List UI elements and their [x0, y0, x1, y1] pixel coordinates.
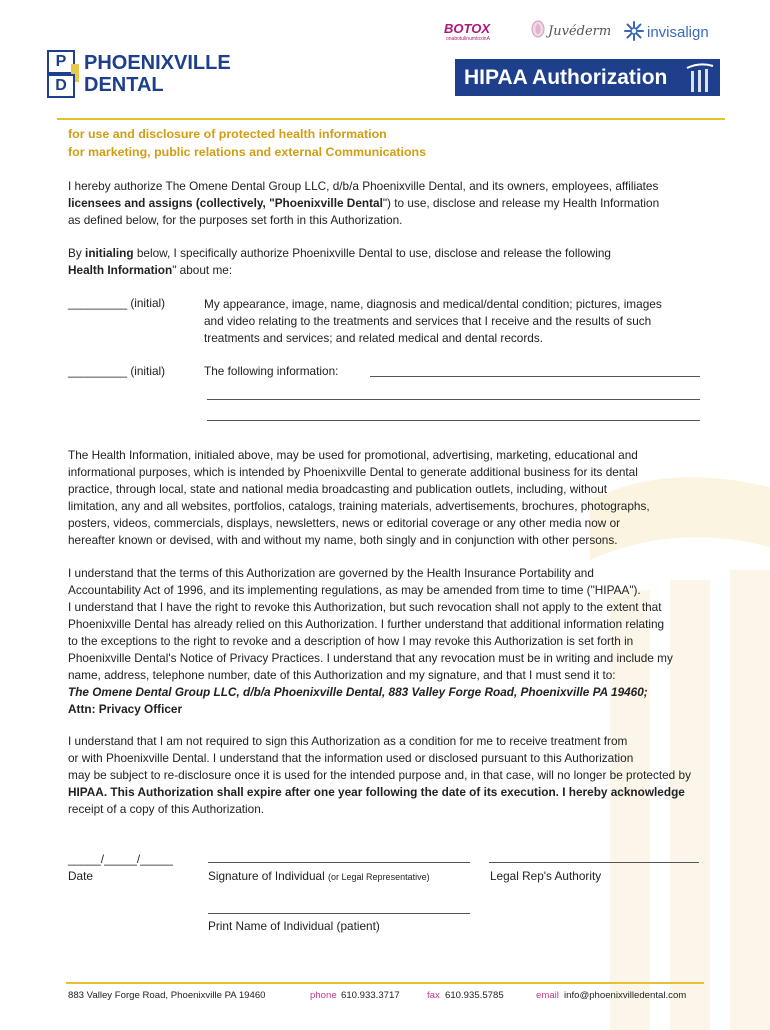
info-blank-line-2[interactable] — [207, 399, 700, 400]
usage-paragraph: The Health Information, initialed above, may be used for promotional, advertising, marketing, educational and informational purposes, which is intended by Phoenixville Dental to generate additional business for its dental practice, through local, state and national media broadcasting and publication outlets, including, without limitation, any and all websites, portfolios, catalogs, training materials, advertisements, brochures, photographs, posters, videos, commercials, displays, newsletters, news or editorial coverage or any other media now or hereafter known or devised, with and without my name, both singly and in conjunction with other persons. — [68, 448, 650, 547]
botox-logo: BOTOX — [444, 21, 490, 36]
date-label: Date — [68, 869, 93, 883]
info-blank-line-1[interactable] — [370, 376, 700, 377]
footer-email-label: email — [536, 990, 559, 1001]
juvederm-flower-icon — [530, 20, 546, 38]
logo-letter-p: P — [47, 50, 75, 74]
footer-email[interactable]: info@phoenixvilledental.com — [564, 990, 687, 1001]
footer-fax-label: fax — [427, 990, 440, 1001]
privacy-address: The Omene Dental Group LLC, d/b/a Phoenixville Dental, 883 Valley Forge Road, Phoenixville PA 19460; — [68, 685, 648, 699]
intro-paragraph — [68, 178, 703, 229]
footer-divider — [66, 982, 704, 984]
legal-rep-line[interactable] — [489, 862, 699, 863]
intro-line-3: as defined below, for the purposes set forth in this Authorization. — [68, 213, 403, 227]
logo-line-1: PHOENIXVILLE — [84, 52, 231, 74]
subtitle-line-2: for marketing, public relations and external Communications — [68, 145, 427, 159]
signature-label: Signature of Individual (or Legal Representative) — [208, 869, 430, 883]
header-divider — [57, 118, 725, 120]
footer-phone[interactable]: 610.933.3717 — [341, 990, 400, 1001]
invisalign-logo: invisalign — [647, 24, 709, 41]
initial-field-2[interactable]: _________ (initial) — [68, 364, 166, 378]
option-1-text: My appearance, image, name, diagnosis and medical/dental condition; pictures, images and video relating to the treatments and services that I receive and the results of such treatments and services; and related medical and dental records. — [204, 297, 662, 345]
expiry-statement: HIPAA. This Authorization shall expire after one year following the date of its execution. I hereby acknowledge — [68, 785, 685, 799]
logo-line-2: DENTAL — [84, 74, 164, 96]
pillar-icon — [685, 62, 715, 94]
footer-fax[interactable]: 610.935.5785 — [445, 990, 504, 1001]
title-banner — [455, 59, 720, 96]
print-name-line[interactable] — [208, 913, 470, 914]
botox-logo-subtext: onabotulinumtoxinA — [446, 36, 490, 42]
signature-line[interactable] — [208, 862, 470, 863]
page-title: HIPAA Authorization — [464, 66, 668, 89]
initial-field-1[interactable]: _________ (initial) — [68, 296, 166, 310]
intro-line-2: licensees and assigns (collectively, "Phoenixville Dental") to use, disclose and release my Health Information — [68, 196, 660, 210]
subtitle-line-1: for use and disclosure of protected health information — [68, 127, 387, 141]
privacy-attn: Attn: Privacy Officer — [68, 702, 183, 716]
initialing-paragraph: By initialing below, I specifically authorize Phoenixville Dental to use, disclose and release the following Health Information" about me: — [68, 246, 611, 277]
partner-brands — [444, 16, 724, 48]
info-blank-line-3[interactable] — [207, 420, 700, 421]
terms-paragraph: I understand that the terms of this Authorization are governed by the Health Insurance Portability and Accountability Act of 1996, and its implementing regulations, as may be amended from time to time ("HIPAA"). I understand that I have the right to revoke this Authorization, but such revocation shall not apply to the extent that Phoenixville Dental has already relied on this Authorization. I further understand that additional information relating to the exceptions to the right to revoke and a description of how I may revoke this Authorization is set forth in Phoenixville Dental's Notice of Privacy Practices. I understand that any revocation must be in writing and include my name, address, telephone number, date of this Authorization and my signature, and that I must send it to: The Omene Dental Group LLC, d/b/a Phoenixville Dental, 883 Valley Forge Road, Phoenixville PA 19460; Attn: Privacy Officer — [68, 565, 703, 718]
juvederm-logo: Juvéderm — [548, 24, 612, 39]
footer-address: 883 Valley Forge Road, Phoenixville PA 19460 — [68, 990, 266, 1001]
option-2-label: The following information: — [204, 364, 339, 378]
print-name-label: Print Name of Individual (patient) — [208, 919, 380, 933]
logo-letter-d: D — [47, 74, 75, 98]
invisalign-star-icon — [624, 21, 644, 41]
consent-paragraph: I understand that I am not required to sign this Authorization as a condition for me to receive treatment from or with Phoenixville Dental. I understand that the information used or disclosed pursuant to this Authorization may be subject to re-disclosure once it is used for the intended purpose and, in that case, will no longer be protected by HIPAA. This Authorization shall expire after one year following the date of its execution. I hereby acknowledge receipt of a copy of this Authorization. — [68, 733, 703, 818]
intro-line-1: I hereby authorize The Omene Dental Group LLC, d/b/a Phoenixville Dental, and its owners, employees, affiliates — [68, 179, 659, 193]
legal-rep-label: Legal Rep's Authority — [490, 869, 602, 883]
footer-phone-label: phone — [310, 990, 337, 1001]
date-field[interactable]: _____/_____/_____ — [68, 852, 173, 866]
